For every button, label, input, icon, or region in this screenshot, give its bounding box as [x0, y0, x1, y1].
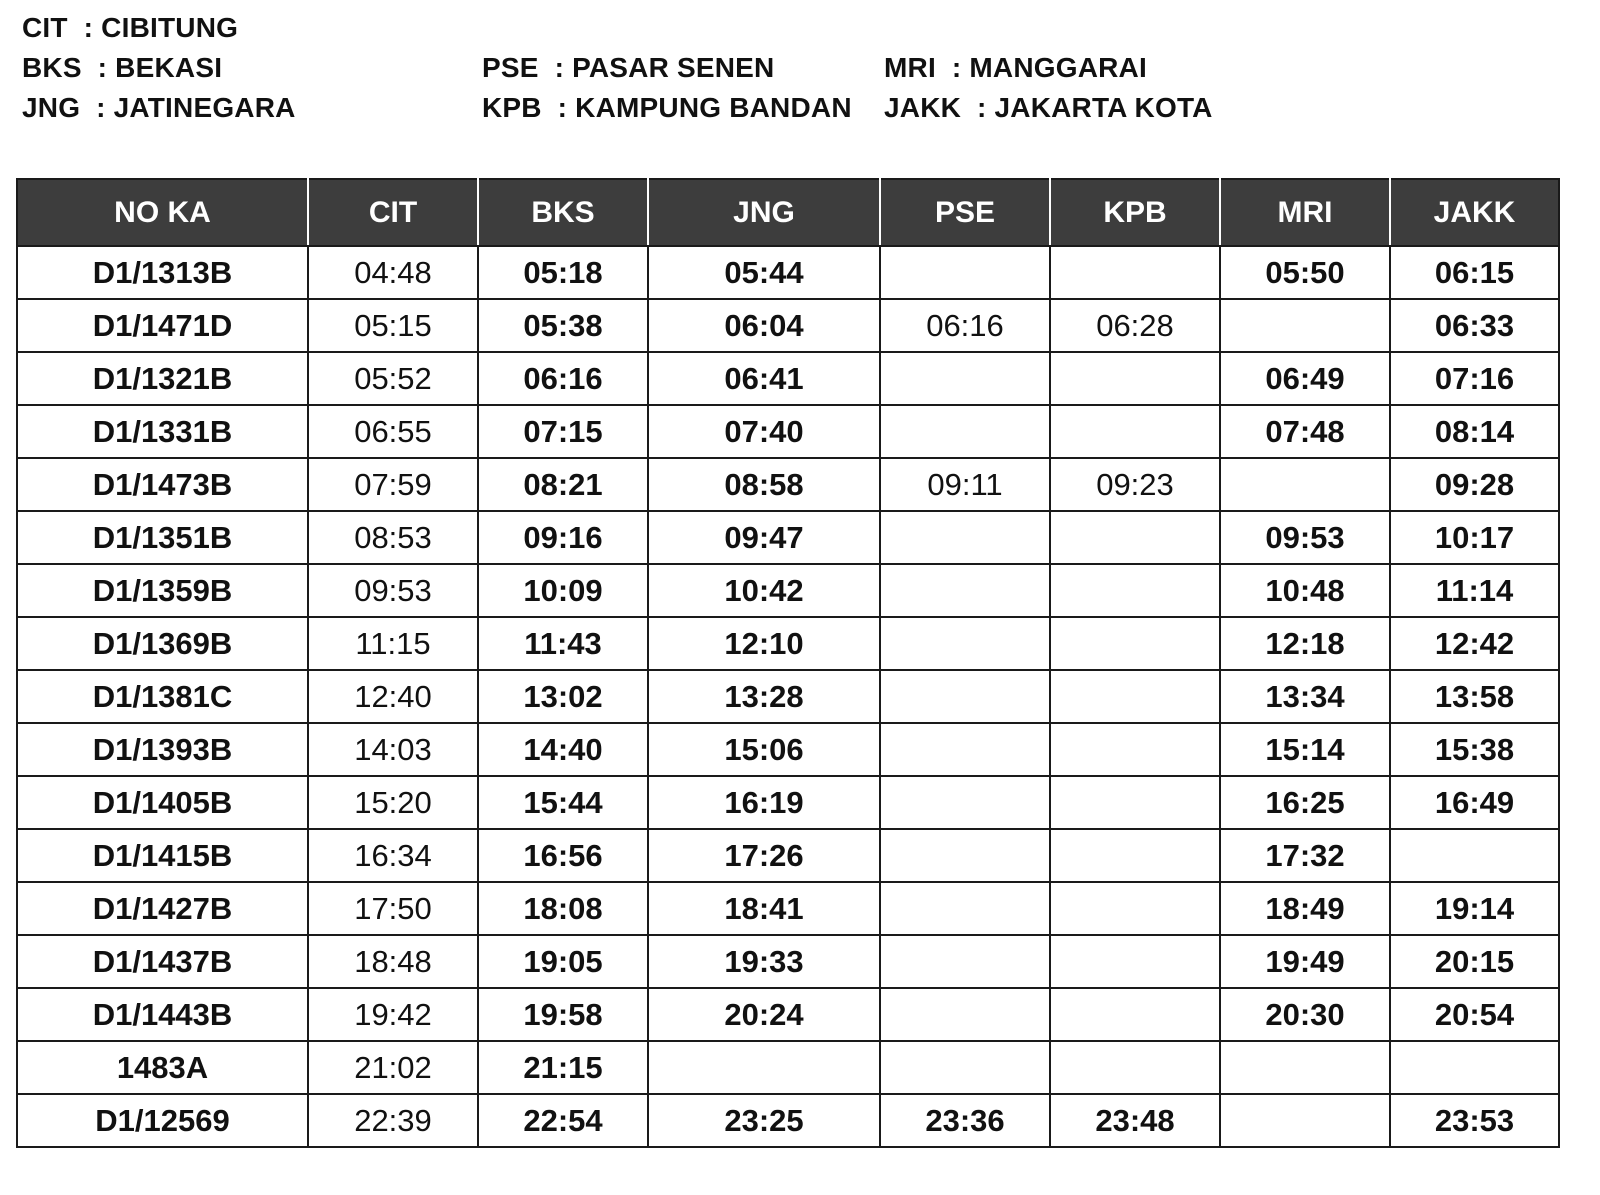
cell-no-ka: D1/1437B [17, 935, 308, 988]
cell-mri: 09:53 [1220, 511, 1390, 564]
cell-mri: 15:14 [1220, 723, 1390, 776]
cell-bks: 11:43 [478, 617, 648, 670]
cell-pse [880, 829, 1050, 882]
table-row [17, 1094, 1559, 1147]
legend-mri: MRI : MANGGARAI [884, 52, 1147, 83]
cell-mri: 18:49 [1220, 882, 1390, 935]
cell-mri: 17:32 [1220, 829, 1390, 882]
cell-pse [880, 882, 1050, 935]
cell-jakk: 10:17 [1390, 511, 1559, 564]
cell-kpb [1050, 988, 1220, 1041]
cell-jakk: 06:15 [1390, 246, 1559, 299]
header-jng: JNG [648, 179, 880, 246]
cell-jng: 18:41 [648, 882, 880, 935]
cell-bks: 07:15 [478, 405, 648, 458]
cell-kpb: 06:28 [1050, 299, 1220, 352]
cell-jakk: 19:14 [1390, 882, 1559, 935]
header-cit: CIT [308, 179, 478, 246]
header-no-ka: NO KA [17, 179, 308, 246]
table-row [17, 670, 1559, 723]
table-row [17, 617, 1559, 670]
cell-pse: 09:11 [880, 458, 1050, 511]
cell-no-ka: D1/1427B [17, 882, 308, 935]
cell-cit: 05:15 [308, 299, 478, 352]
cell-pse [880, 776, 1050, 829]
cell-jakk: 07:16 [1390, 352, 1559, 405]
cell-jakk: 06:33 [1390, 299, 1559, 352]
cell-bks: 22:54 [478, 1094, 648, 1147]
cell-pse [880, 723, 1050, 776]
cell-jakk: 08:14 [1390, 405, 1559, 458]
cell-pse [880, 405, 1050, 458]
cell-no-ka: D1/1313B [17, 246, 308, 299]
cell-bks: 13:02 [478, 670, 648, 723]
cell-mri: 19:49 [1220, 935, 1390, 988]
legend-bks: BKS : BEKASI [22, 52, 223, 83]
table-row [17, 882, 1559, 935]
cell-bks: 18:08 [478, 882, 648, 935]
cell-no-ka: D1/1331B [17, 405, 308, 458]
cell-jakk: 09:28 [1390, 458, 1559, 511]
cell-pse [880, 1041, 1050, 1094]
cell-jakk: 13:58 [1390, 670, 1559, 723]
cell-cit: 21:02 [308, 1041, 478, 1094]
cell-kpb [1050, 246, 1220, 299]
cell-bks: 21:15 [478, 1041, 648, 1094]
cell-pse [880, 511, 1050, 564]
cell-jng: 09:47 [648, 511, 880, 564]
cell-pse [880, 988, 1050, 1041]
cell-jakk: 11:14 [1390, 564, 1559, 617]
cell-jng: 10:42 [648, 564, 880, 617]
cell-mri [1220, 1041, 1390, 1094]
cell-cit: 07:59 [308, 458, 478, 511]
cell-jng: 19:33 [648, 935, 880, 988]
legend-jakk: JAKK : JAKARTA KOTA [884, 92, 1213, 123]
cell-cit: 14:03 [308, 723, 478, 776]
cell-bks: 16:56 [478, 829, 648, 882]
cell-cit: 06:55 [308, 405, 478, 458]
cell-no-ka: D1/1473B [17, 458, 308, 511]
cell-cit: 08:53 [308, 511, 478, 564]
cell-jng [648, 1041, 880, 1094]
cell-kpb [1050, 882, 1220, 935]
table-row [17, 935, 1559, 988]
cell-mri: 05:50 [1220, 246, 1390, 299]
cell-jakk: 20:54 [1390, 988, 1559, 1041]
cell-bks: 09:16 [478, 511, 648, 564]
cell-kpb [1050, 405, 1220, 458]
cell-jakk: 16:49 [1390, 776, 1559, 829]
header-bks: BKS [478, 179, 648, 246]
cell-pse [880, 352, 1050, 405]
cell-jng: 05:44 [648, 246, 880, 299]
cell-mri [1220, 458, 1390, 511]
cell-jng: 08:58 [648, 458, 880, 511]
cell-bks: 08:21 [478, 458, 648, 511]
cell-no-ka: D1/1321B [17, 352, 308, 405]
cell-no-ka: D1/1393B [17, 723, 308, 776]
cell-no-ka: D1/1405B [17, 776, 308, 829]
station-legend [22, 8, 1582, 138]
cell-cit: 11:15 [308, 617, 478, 670]
header-mri: MRI [1220, 179, 1390, 246]
cell-jakk: 20:15 [1390, 935, 1559, 988]
cell-kpb: 23:48 [1050, 1094, 1220, 1147]
legend-kpb: KPB : KAMPUNG BANDAN [482, 92, 852, 123]
cell-kpb [1050, 670, 1220, 723]
cell-mri: 20:30 [1220, 988, 1390, 1041]
table-row [17, 829, 1559, 882]
cell-bks: 19:58 [478, 988, 648, 1041]
cell-jakk: 23:53 [1390, 1094, 1559, 1147]
cell-kpb [1050, 1041, 1220, 1094]
cell-kpb [1050, 564, 1220, 617]
legend-pse: PSE : PASAR SENEN [482, 52, 775, 83]
table-row [17, 511, 1559, 564]
cell-pse [880, 246, 1050, 299]
cell-jng: 20:24 [648, 988, 880, 1041]
cell-cit: 17:50 [308, 882, 478, 935]
cell-cit: 04:48 [308, 246, 478, 299]
cell-mri: 06:49 [1220, 352, 1390, 405]
cell-kpb [1050, 935, 1220, 988]
cell-cit: 12:40 [308, 670, 478, 723]
train-schedule-table [16, 178, 1560, 1148]
cell-cit: 09:53 [308, 564, 478, 617]
cell-jng: 06:04 [648, 299, 880, 352]
cell-no-ka: D1/12569 [17, 1094, 308, 1147]
table-body [17, 246, 1559, 1147]
cell-cit: 15:20 [308, 776, 478, 829]
table-row [17, 723, 1559, 776]
cell-pse [880, 935, 1050, 988]
cell-jng: 07:40 [648, 405, 880, 458]
cell-bks: 19:05 [478, 935, 648, 988]
legend-jng: JNG : JATINEGARA [22, 92, 296, 123]
cell-jng: 23:25 [648, 1094, 880, 1147]
cell-pse [880, 564, 1050, 617]
cell-kpb [1050, 617, 1220, 670]
cell-cit: 05:52 [308, 352, 478, 405]
cell-mri: 16:25 [1220, 776, 1390, 829]
cell-jng: 06:41 [648, 352, 880, 405]
header-pse: PSE [880, 179, 1050, 246]
cell-jng: 12:10 [648, 617, 880, 670]
cell-cit: 22:39 [308, 1094, 478, 1147]
cell-bks: 14:40 [478, 723, 648, 776]
cell-no-ka: D1/1369B [17, 617, 308, 670]
cell-bks: 05:38 [478, 299, 648, 352]
table-row [17, 405, 1559, 458]
cell-no-ka: D1/1351B [17, 511, 308, 564]
cell-jng: 15:06 [648, 723, 880, 776]
cell-kpb: 09:23 [1050, 458, 1220, 511]
cell-jng: 13:28 [648, 670, 880, 723]
header-jakk: JAKK [1390, 179, 1559, 246]
cell-mri [1220, 299, 1390, 352]
cell-kpb [1050, 511, 1220, 564]
cell-no-ka: D1/1471D [17, 299, 308, 352]
cell-pse: 06:16 [880, 299, 1050, 352]
cell-no-ka: D1/1415B [17, 829, 308, 882]
table-row [17, 352, 1559, 405]
table-row [17, 776, 1559, 829]
cell-bks: 15:44 [478, 776, 648, 829]
table-row [17, 246, 1559, 299]
cell-no-ka: D1/1359B [17, 564, 308, 617]
cell-pse [880, 670, 1050, 723]
header-kpb: KPB [1050, 179, 1220, 246]
cell-no-ka: D1/1381C [17, 670, 308, 723]
cell-cit: 16:34 [308, 829, 478, 882]
table-header-row [17, 179, 1559, 246]
cell-cit: 19:42 [308, 988, 478, 1041]
cell-pse [880, 617, 1050, 670]
cell-cit: 18:48 [308, 935, 478, 988]
legend-cit: CIT : CIBITUNG [22, 12, 239, 43]
cell-no-ka: 1483A [17, 1041, 308, 1094]
table-row [17, 458, 1559, 511]
cell-mri: 13:34 [1220, 670, 1390, 723]
cell-kpb [1050, 352, 1220, 405]
cell-bks: 05:18 [478, 246, 648, 299]
cell-bks: 10:09 [478, 564, 648, 617]
cell-kpb [1050, 829, 1220, 882]
cell-pse: 23:36 [880, 1094, 1050, 1147]
cell-jng: 16:19 [648, 776, 880, 829]
cell-jakk: 15:38 [1390, 723, 1559, 776]
cell-bks: 06:16 [478, 352, 648, 405]
cell-jng: 17:26 [648, 829, 880, 882]
cell-mri: 07:48 [1220, 405, 1390, 458]
cell-jakk [1390, 829, 1559, 882]
table-row [17, 564, 1559, 617]
cell-kpb [1050, 723, 1220, 776]
table-row [17, 299, 1559, 352]
cell-jakk [1390, 1041, 1559, 1094]
cell-mri: 12:18 [1220, 617, 1390, 670]
table-row [17, 988, 1559, 1041]
cell-jakk: 12:42 [1390, 617, 1559, 670]
cell-kpb [1050, 776, 1220, 829]
table-row [17, 1041, 1559, 1094]
cell-mri [1220, 1094, 1390, 1147]
cell-mri: 10:48 [1220, 564, 1390, 617]
cell-no-ka: D1/1443B [17, 988, 308, 1041]
